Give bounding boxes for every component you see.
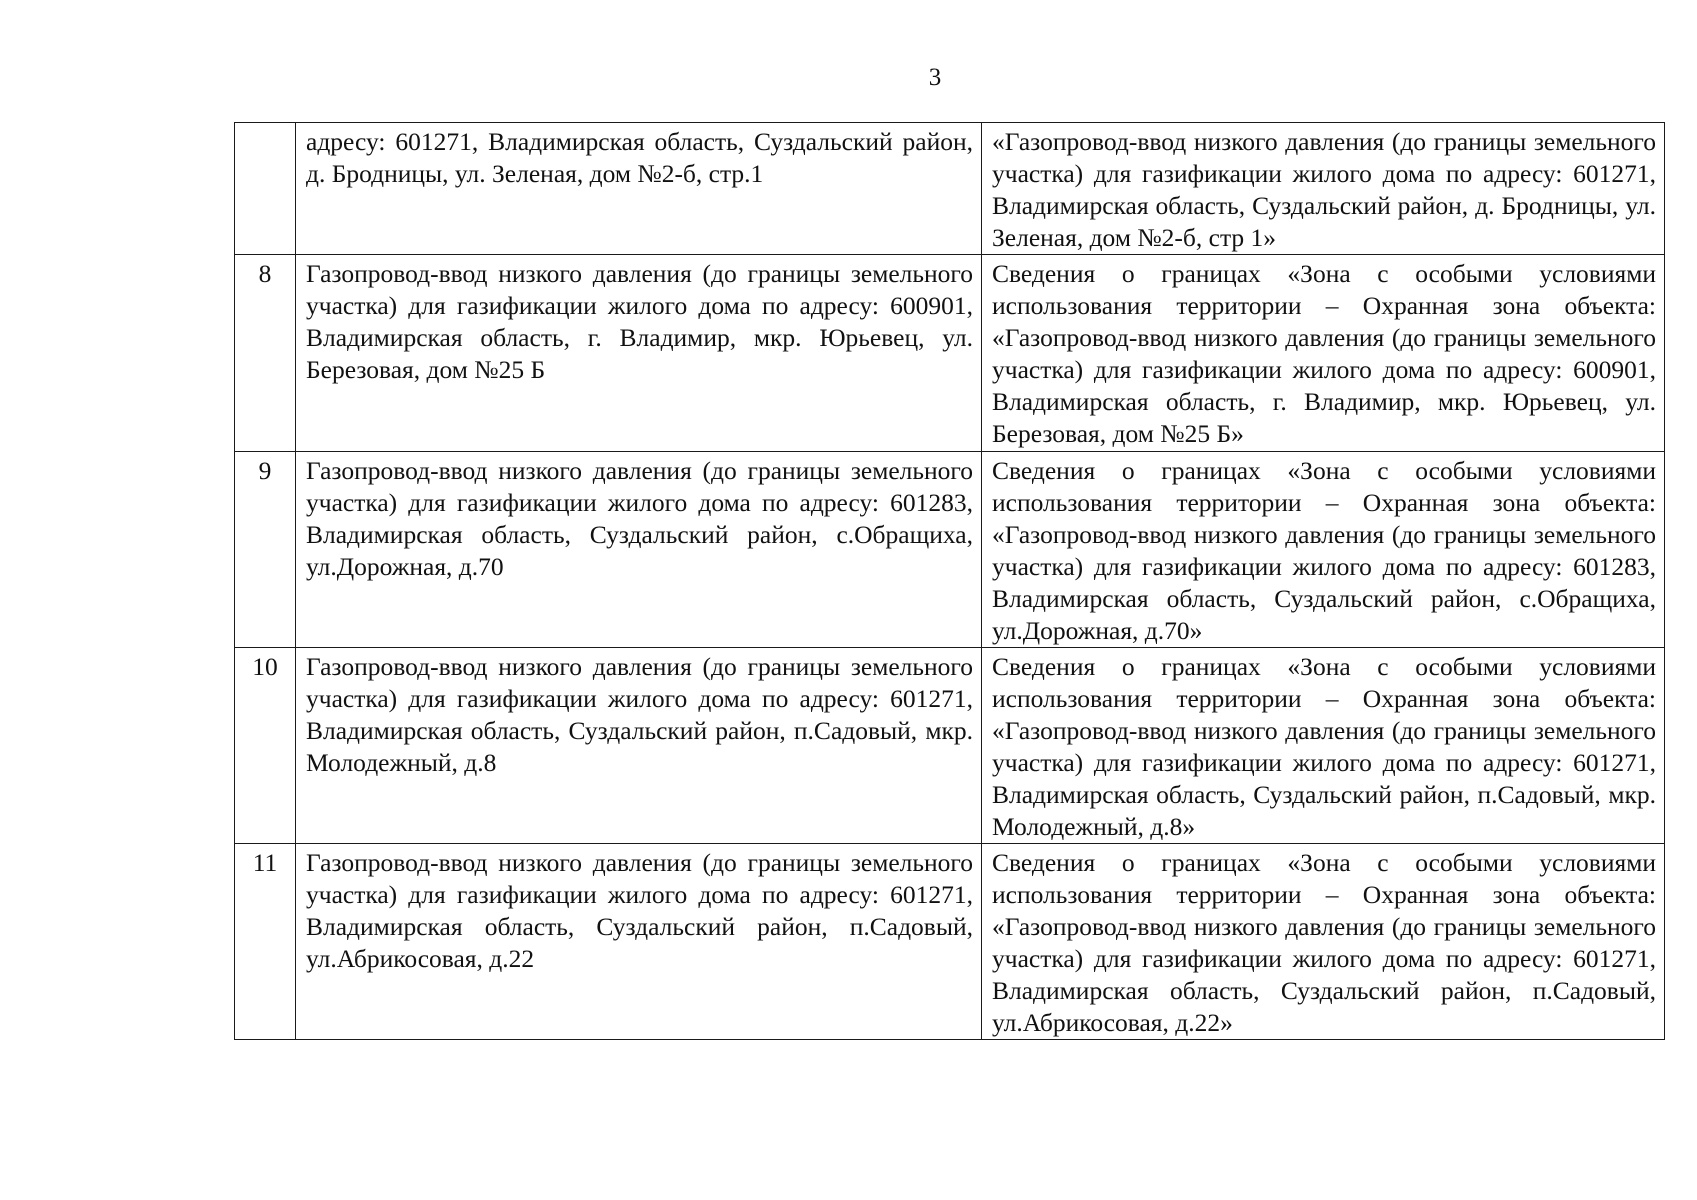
table-row	[235, 452, 1665, 648]
zone-description-cell: «Газопровод-ввод низкого давления (до границы земельного участка) для газификации жилого дома по адресу: 601271, Владимирская область, Суздальский район, д. Бродницы, ул. Зеленая, дом №2-б, стр 1»	[982, 123, 1665, 255]
row-number: 11	[235, 844, 296, 1040]
object-name-cell: Газопровод-ввод низкого давления (до границы земельного участка) для газификации жилого дома по адресу: 600901, Владимирская область, г. Владимир, мкр. Юрьевец, ул. Березовая, дом №25 Б	[296, 255, 982, 452]
zone-description-cell: Сведения о границах «Зона с особыми условиями использования территории – Охранная зона объекта: «Газопровод-ввод низкого давления (до границы земельного участка) для газификации жилого дома по адресу: 600901, Владимирская область, г. Владимир, мкр. Юрьевец, ул. Березовая, дом №25 Б»	[982, 255, 1665, 452]
zone-description-cell: Сведения о границах «Зона с особыми условиями использования территории – Охранная зона объекта: «Газопровод-ввод низкого давления (до границы земельного участка) для газификации жилого дома по адресу: 601271, Владимирская область, Суздальский район, п.Садовый, ул.Абрикосовая, д.22»	[982, 844, 1665, 1040]
table-row	[235, 648, 1665, 844]
row-number: 9	[235, 452, 296, 648]
table-row	[235, 123, 1665, 255]
object-name-cell: Газопровод-ввод низкого давления (до границы земельного участка) для газификации жилого дома по адресу: 601271, Владимирская область, Суздальский район, п.Садовый, мкр. Молодежный, д.8	[296, 648, 982, 844]
objects-table	[234, 122, 1665, 1040]
row-number: 10	[235, 648, 296, 844]
object-name-cell: адресу: 601271, Владимирская область, Суздальский район, д. Бродницы, ул. Зеленая, дом №2-б, стр.1	[296, 123, 982, 255]
object-name-cell: Газопровод-ввод низкого давления (до границы земельного участка) для газификации жилого дома по адресу: 601283, Владимирская область, Суздальский район, с.Обращиха, ул.Дорожная, д.70	[296, 452, 982, 648]
zone-description-cell: Сведения о границах «Зона с особыми условиями использования территории – Охранная зона объекта: «Газопровод-ввод низкого давления (до границы земельного участка) для газификации жилого дома по адресу: 601271, Владимирская область, Суздальский район, п.Садовый, мкр. Молодежный, д.8»	[982, 648, 1665, 844]
row-number: 8	[235, 255, 296, 452]
row-number	[235, 123, 296, 255]
table-row	[235, 255, 1665, 452]
zone-description-cell: Сведения о границах «Зона с особыми условиями использования территории – Охранная зона объекта: «Газопровод-ввод низкого давления (до границы земельного участка) для газификации жилого дома по адресу: 601283, Владимирская область, Суздальский район, с.Обращиха, ул.Дорожная, д.70»	[982, 452, 1665, 648]
page-number: 3	[928, 64, 942, 91]
table-row	[235, 844, 1665, 1040]
object-name-cell: Газопровод-ввод низкого давления (до границы земельного участка) для газификации жилого дома по адресу: 601271, Владимирская область, Суздальский район, п.Садовый, ул.Абрикосовая, д.22	[296, 844, 982, 1040]
